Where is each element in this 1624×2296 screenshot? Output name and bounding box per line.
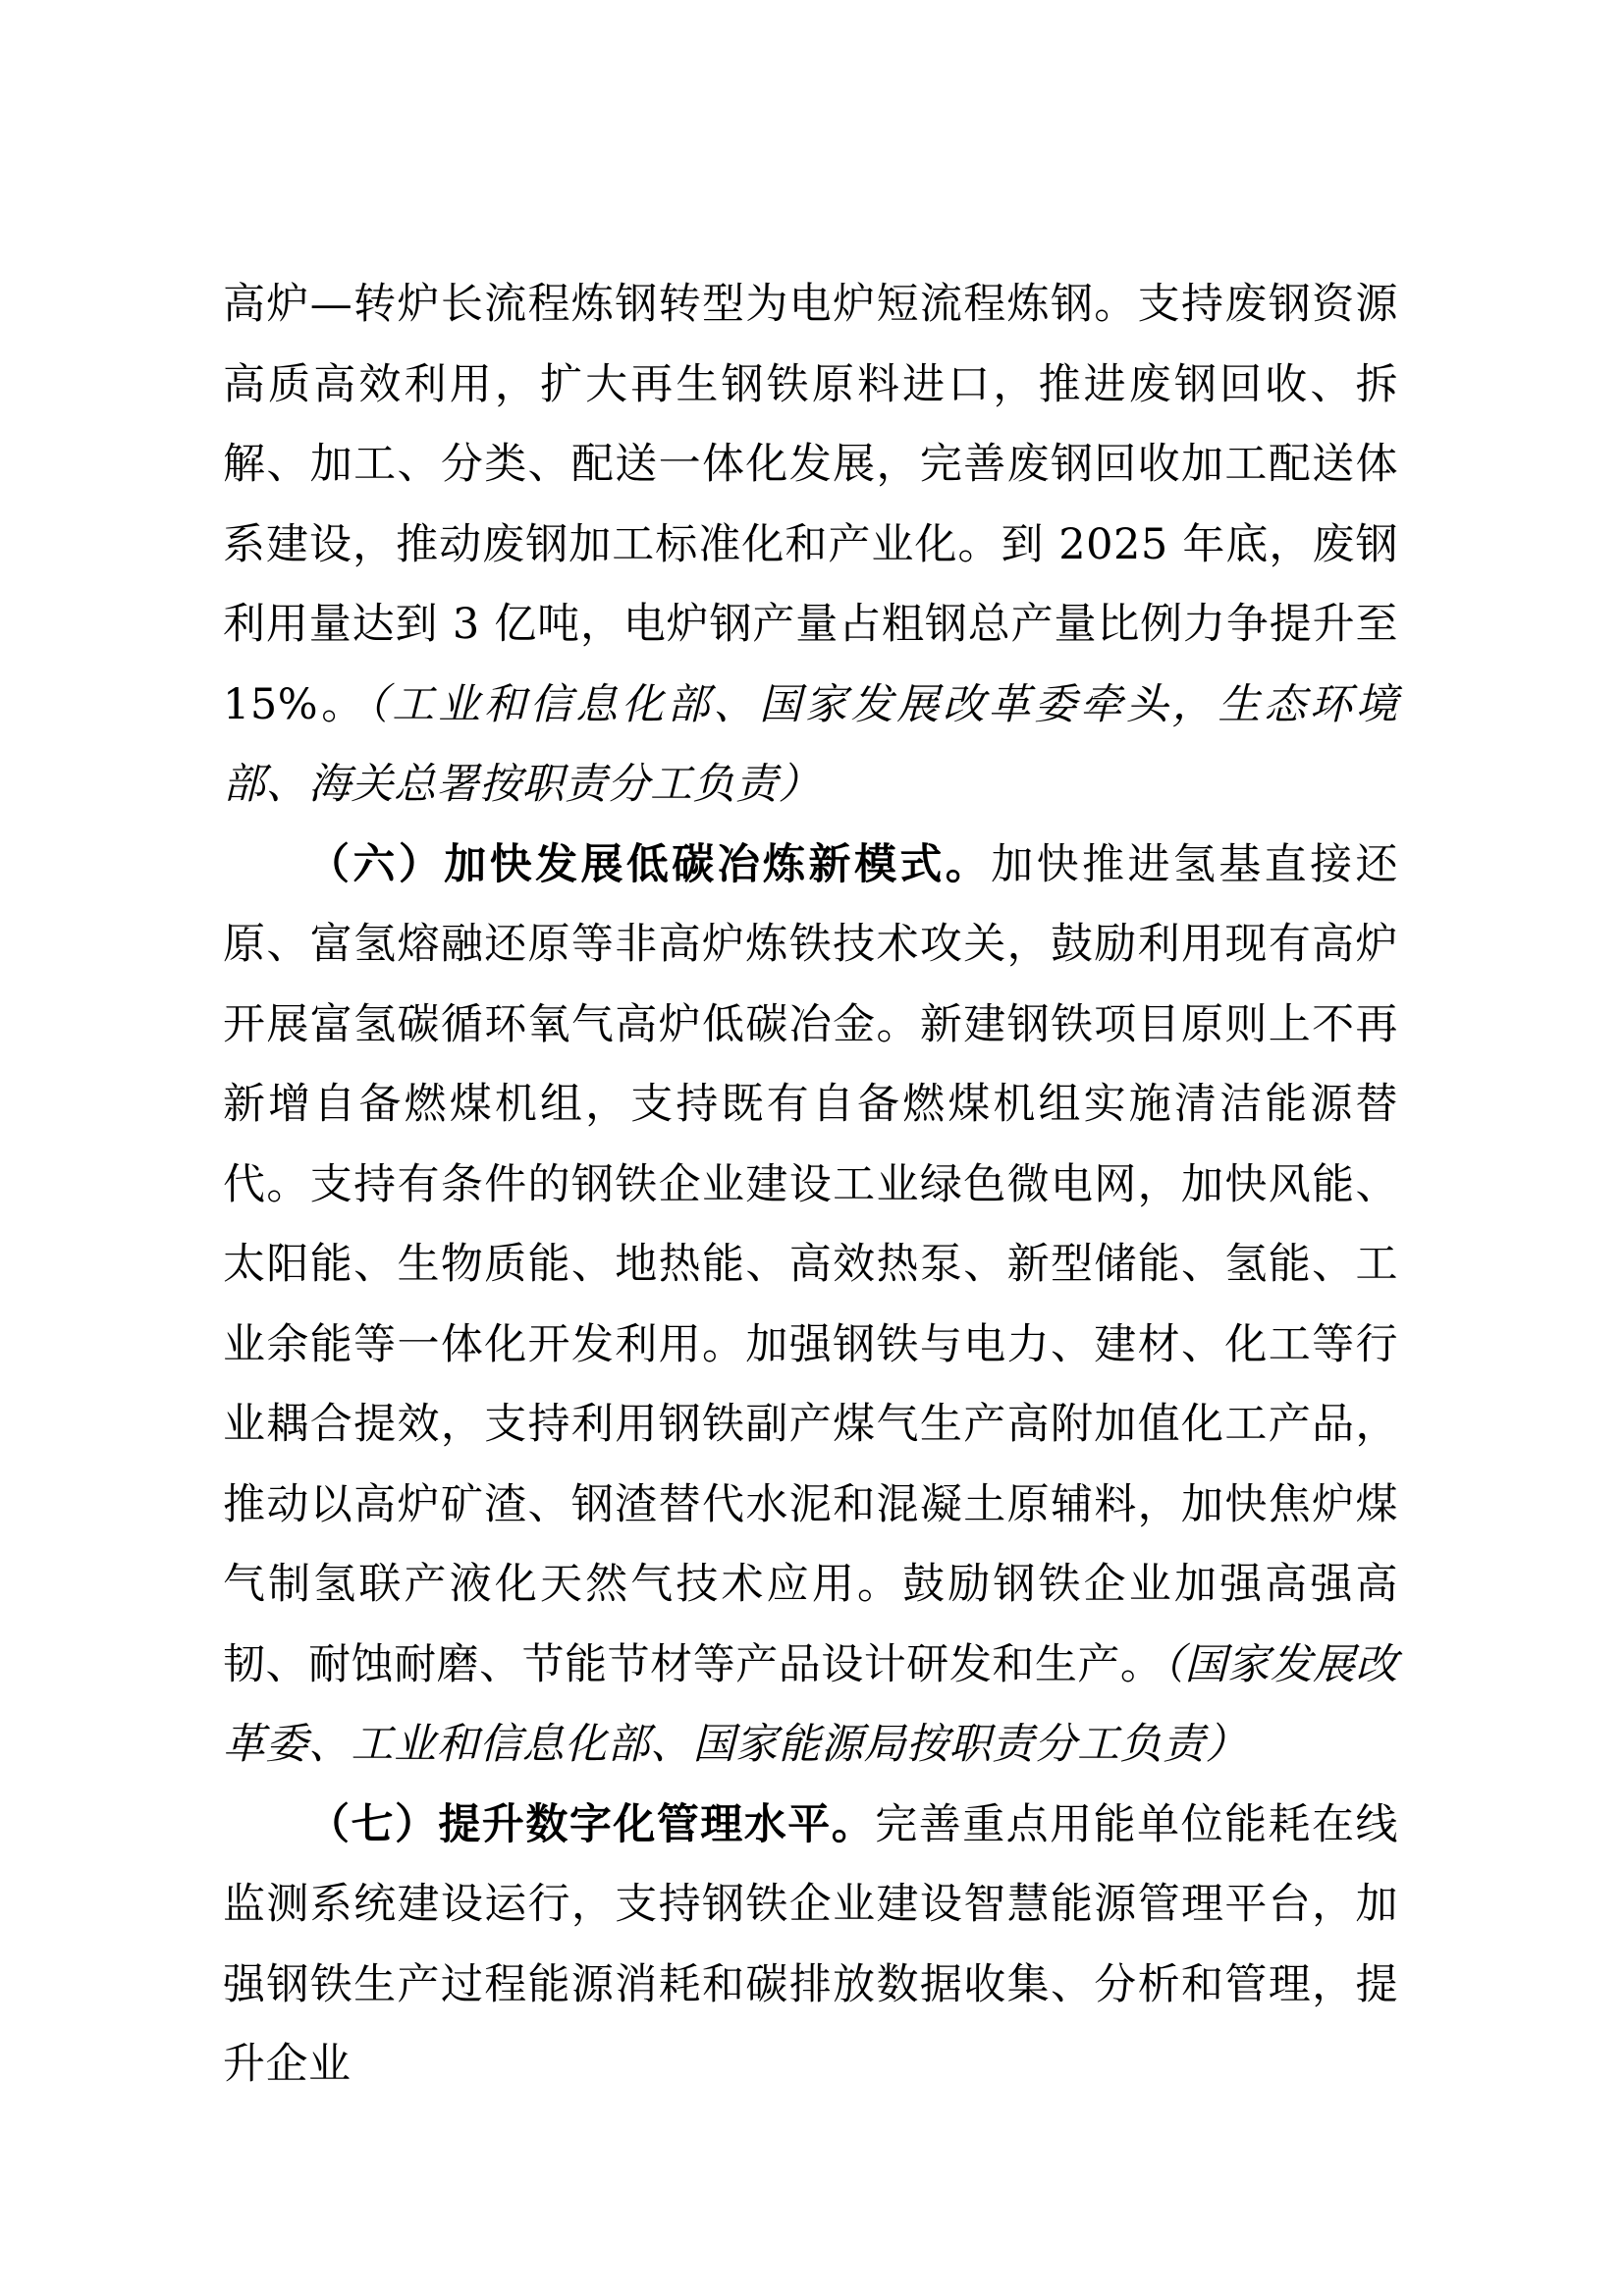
text-run-kai: （工业和信息化部、国家发展改革委牵头，生态环境部、海关总署按职责分工负责） [223,679,1399,809]
text-run-kai: （国家发展改革委、工业和信息化部、国家能源局按职责分工负责） [223,1639,1399,1769]
text-run-bold: （六）加快发展低碳冶炼新模式。 [307,839,992,889]
text-run-normal: 完善重点用能单位能耗在线监测系统建设运行，支持钢铁企业建设智慧能源管理平台，加强钢铁生产过程能源消耗和碳排放数据收集、分析和管理，提升企业 [223,1799,1399,2089]
text-run-normal: 加快推进氢基直接还原、富氢熔融还原等非高炉炼铁技术攻关，鼓励利用现有高炉开展富氢碳循环氧气高炉低碳冶金。新建钢铁项目原则上不再新增自备燃煤机组，支持既有自备燃煤机组实施清洁能源替代。支持有条件的钢铁企业建设工业绿色微电网，加快风能、太阳能、生物质能、地热能、高效热泵、新型储能、氢能、工业余能等一体化开发利用。加强钢铁与电力、建材、化工等行业耦合提效，支持利用钢铁副产煤气生产高附加值化工产品，推动以高炉矿渣、钢渣替代水泥和混凝土原辅料，加快焦炉煤气制氢联产液化天然气技术应用。鼓励钢铁企业加强高强高韧、耐蚀耐磨、节能节材等产品设计研发和生产。 [223,839,1399,1689]
paragraph-1 [223,265,1398,826]
paragraph-2 [223,826,1398,1786]
text-run-normal: 高炉—转炉长流程炼钢转型为电炉短流程炼钢。支持废钢资源高质高效利用，扩大再生钢铁原料进口，推进废钢回收、拆解、加工、分类、配送一体化发展，完善废钢回收加工配送体系建设，推动废钢加工标准化和产业化。到 2025 年底，废钢利用量达到 3 亿吨，电炉钢产量占粗钢总产量比例力争提升至 15%。 [223,280,1398,729]
text-run-bold: （七）提升数字化管理水平。 [307,1799,876,1849]
paragraph-3 [223,1786,1398,2106]
document-body [223,265,1398,2106]
